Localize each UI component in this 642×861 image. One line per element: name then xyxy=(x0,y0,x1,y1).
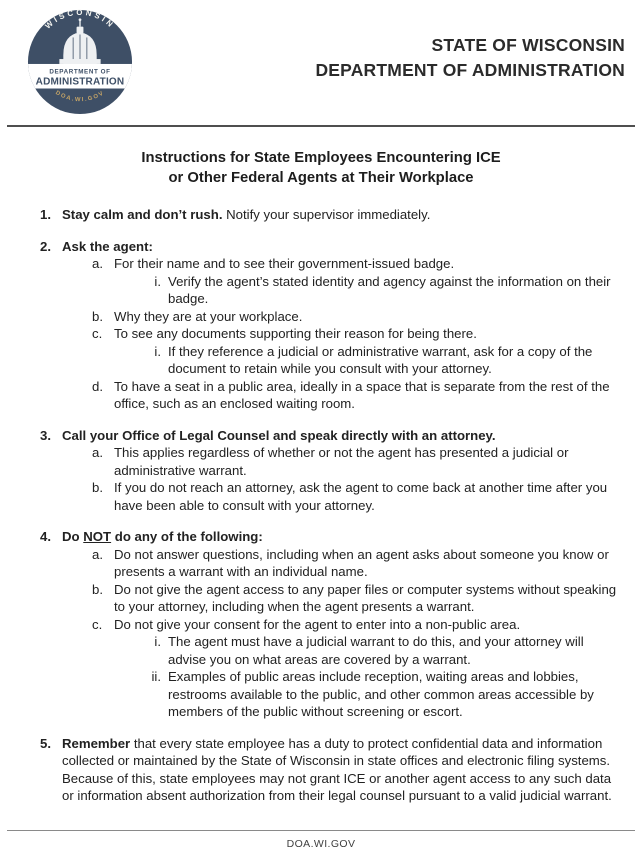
item-marker: 1. xyxy=(40,207,51,222)
item-marker: c. xyxy=(92,616,103,632)
logo-band-line1: DEPARTMENT OF xyxy=(49,68,111,76)
instruction-list xyxy=(0,206,642,805)
title-line1: Instructions for State Employees Encountering ICE xyxy=(141,150,501,166)
item-marker: 5. xyxy=(40,735,51,751)
sub-item-text: Do not give the agent access to any paper files or computer systems without speaking to your attorney, including when the agent presents a warrant. xyxy=(114,581,617,614)
footer-divider xyxy=(7,830,635,831)
item-marker: a. xyxy=(92,445,103,460)
footer-url: DOA.WI.GOV xyxy=(286,838,356,850)
sub-sub-item-text: If they reference a judicial or administrative warrant, ask for a copy of the document to retain while you consult with your attorney. xyxy=(168,343,593,376)
item-marker: i. xyxy=(154,273,161,289)
item-marker: 2. xyxy=(40,238,51,254)
logo-arc-top-text: WISCONSIN xyxy=(43,8,117,31)
list-item-4 xyxy=(40,528,620,721)
agency-name xyxy=(315,33,625,83)
item-marker: ii. xyxy=(151,669,161,684)
title-line2: or Other Federal Agents at Their Workplace xyxy=(168,170,474,186)
logo-band-line2: ADMINISTRATION xyxy=(35,76,125,88)
item-marker: a. xyxy=(92,256,103,271)
item-bold-text: Ask the agent: xyxy=(62,238,153,254)
item-bold-text xyxy=(62,528,620,546)
item-marker: 4. xyxy=(40,529,51,544)
sub-item-2b xyxy=(92,308,620,326)
sub-item-4a xyxy=(92,546,620,581)
sub-item-text: Why they are at your workplace. xyxy=(114,308,303,324)
item-bold-underlined: NOT xyxy=(83,529,112,544)
sub-item-text: To have a seat in a public area, ideally in a space that is separate from the rest of the office, such as an enclosed waiting room. xyxy=(114,378,610,411)
sub-sub-item-text: Examples of public areas include reception, waiting areas and lobbies, restrooms available to the public, and other common areas accessible by members of the public without screening or escort. xyxy=(168,669,594,719)
sub-item-3a xyxy=(92,444,620,479)
item-marker: b. xyxy=(92,581,103,597)
list-item-3 xyxy=(40,427,620,515)
item-regular-text: that every state employee has a duty to protect confidential data and information collected or maintained by the State of Wisconsin in state offices and electronic filing systems. Because of this, state employees may not grant ICE or another agent access to any such data or information absent authorization from their legal counsel pursuant to a valid judicial warrant. xyxy=(62,735,612,803)
list-item-2 xyxy=(40,238,620,413)
item-text xyxy=(62,735,620,805)
document-header xyxy=(7,0,635,127)
sub-sub-item-text: Verify the agent’s stated identity and agency against the information on their badge. xyxy=(168,273,611,306)
sub-sub-item-2c-i xyxy=(142,343,620,378)
item-regular-text: Notify your supervisor immediately. xyxy=(226,207,431,222)
item-marker: 3. xyxy=(40,427,51,443)
list-item-1 xyxy=(40,206,620,224)
sub-sub-item-2a-i xyxy=(142,273,620,308)
sub-item-text: To see any documents supporting their reason for being there. xyxy=(114,326,477,341)
sub-item-2d xyxy=(92,378,620,413)
document-footer xyxy=(0,830,642,861)
sub-item-text: Do not give your consent for the agent to enter into a non-public area. xyxy=(114,616,521,632)
sub-item-4b xyxy=(92,581,620,616)
item-bold-post: do any of the following: xyxy=(111,529,263,544)
item-marker: b. xyxy=(92,308,103,324)
agency-line2: DEPARTMENT OF ADMINISTRATION xyxy=(315,60,625,80)
item-bold-pre: Do xyxy=(62,529,84,544)
item-marker: d. xyxy=(92,378,103,394)
sub-item-text: If you do not reach an attorney, ask the agent to come back at another time after you have been able to consult with your attorney. xyxy=(114,480,608,513)
sub-item-2a xyxy=(92,255,620,308)
item-bold-text: Remember xyxy=(62,735,131,751)
item-marker: i. xyxy=(154,343,161,359)
sub-item-3b xyxy=(92,479,620,514)
item-text xyxy=(62,206,620,224)
sub-sub-item-4c-i xyxy=(142,633,620,668)
item-marker: i. xyxy=(154,634,161,649)
agency-line1: STATE OF WISCONSIN xyxy=(431,35,625,55)
list-item-5 xyxy=(40,735,620,805)
sub-sub-item-text: The agent must have a judicial warrant to do this, and your attorney will advise you on what areas are covered by a warrant. xyxy=(168,634,584,667)
logo-arc-bottom-text: DOA.WI.GOV xyxy=(54,90,106,104)
item-marker: b. xyxy=(92,480,103,495)
sub-sub-item-4c-ii xyxy=(142,668,620,721)
item-bold-text: Call your Office of Legal Counsel and speak directly with an attorney. xyxy=(62,427,496,443)
sub-item-text: This applies regardless of whether or not the agent has presented a judicial or administrative warrant. xyxy=(114,445,569,478)
doa-logo xyxy=(26,8,134,116)
wisconsin-doa-seal-icon xyxy=(26,8,134,116)
sub-item-2c xyxy=(92,325,620,378)
page-title xyxy=(0,148,642,188)
sub-item-4c xyxy=(92,616,620,721)
sub-item-text: For their name and to see their government-issued badge. xyxy=(114,256,455,271)
item-marker: c. xyxy=(92,326,103,341)
item-bold-text: Stay calm and don’t rush. xyxy=(62,207,223,222)
item-marker: a. xyxy=(92,546,103,562)
sub-item-text: Do not answer questions, including when an agent asks about someone you know or presents a warrant with an individual name. xyxy=(114,546,609,579)
